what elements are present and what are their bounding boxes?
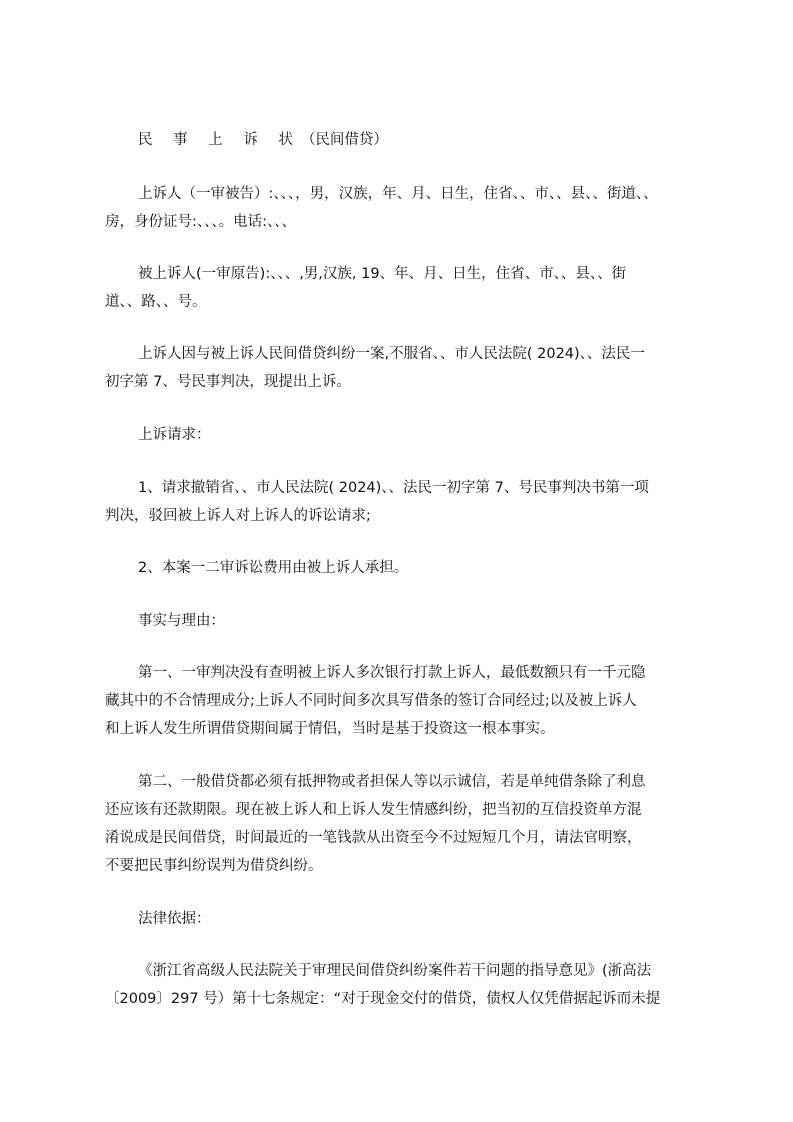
intro-line-1: 上诉人因与被上诉人民间借贷纠纷一案,不服省、、市人民法院( 2024)、、法民一 [138,346,645,362]
fact-1-line-3: 和上诉人发生所谓借贷期间属于情侣，当时是基于投资这一根本事实。 [105,721,555,737]
law-heading: 法律依据： [138,911,211,927]
request-1-line-2: 判决，驳回被上诉人对上诉人的诉讼请求; [105,508,371,524]
appellant-line-1: 上诉人（一审被告）:、、、，男，汉族，年、月、日生，住省、、市、、县、、街道、、 [138,186,658,202]
fact-1-line-2: 藏其中的不合情理成分;上诉人不同时间多次具写借条的签订合同经过;以及被上诉人 [105,693,637,709]
request-2: 2、本案一二审诉讼费用由被上诉人承担。 [138,560,409,576]
request-1-line-1: 1、请求撤销省、、市人民法院( 2024)、、法民一初字第 7、号民事判决书第一项 [138,480,649,496]
fact-1-line-1: 第一、一审判决没有查明被上诉人多次银行打款上诉人，最低数额只有一千元隐 [138,665,646,681]
fact-2-line-1: 第二、一般借贷都必须有抵押物或者担保人等以示诚信，若是单纯借条除了利息 [138,774,646,790]
title-main: 民 事 上 诉 状 [138,132,301,148]
appellee-line-1: 被上诉人(一审原告):、、、,男,汉族, 19、年、月、日生，住省、市、、县、、街 [138,266,627,282]
appellant-line-2: 房，身份证号:、、、。电话:、、、 [105,214,297,230]
requests-heading: 上诉请求： [138,427,211,443]
intro-line-2: 初字第 7、号民事判决，现提出上诉。 [105,374,351,390]
law-1-line-2: 〔2009〕297 号）第十七条规定：“对于现金交付的借贷，债权人仅凭借据起诉而未提 [105,991,661,1007]
appellee-line-2: 道、、路、、号。 [105,294,207,310]
fact-2-line-3: 淆说成是民间借贷，时间最近的一笔钱款从出资至今不过短短几个月，请法官明察， [105,830,642,846]
title-subtitle: （民间借贷） [300,132,388,148]
law-1-line-1: 《浙江省高级人民法院关于审理民间借贷纠纷案件若干问题的指导意见》(浙高法 [138,963,652,979]
document-title [138,130,388,150]
facts-heading: 事实与理由： [138,613,225,629]
fact-2-line-4: 不要把民事纠纷误判为借贷纠纷。 [105,858,323,874]
fact-2-line-2: 还应该有还款期限。现在被上诉人和上诉人发生情感纠纷，把当初的互信投资单方混 [105,802,642,818]
